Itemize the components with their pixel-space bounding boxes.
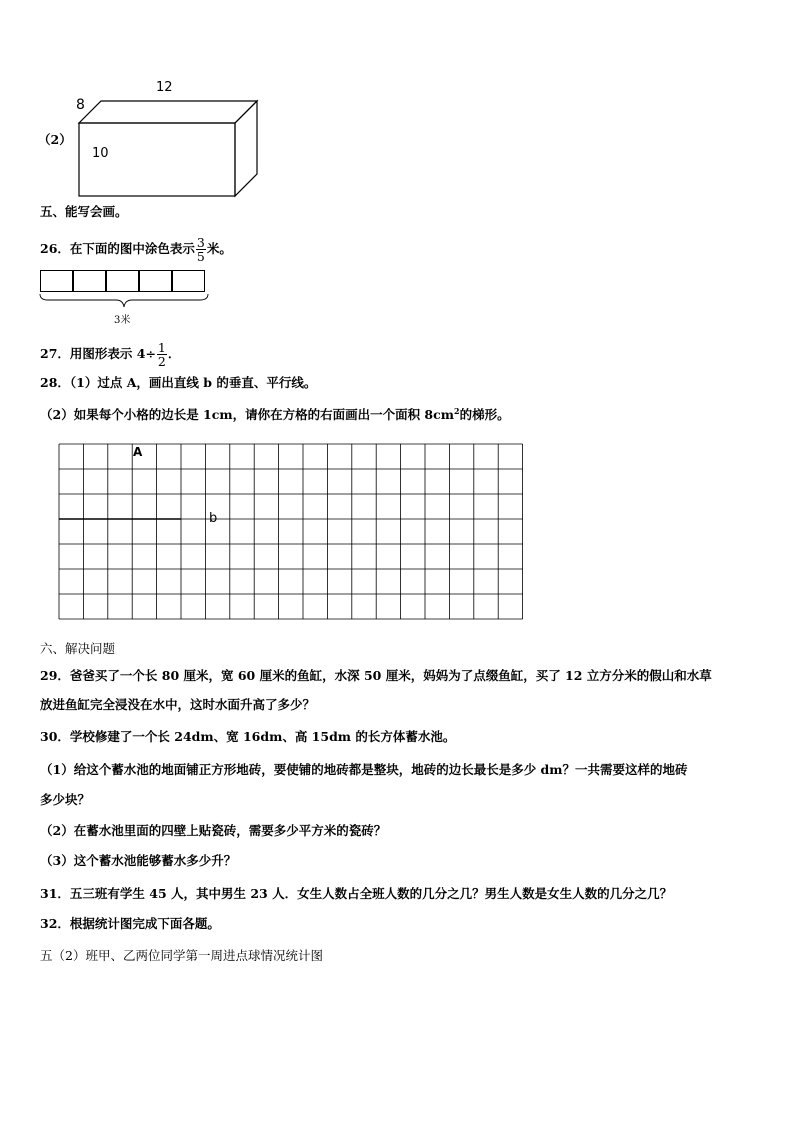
cuboid-height-label: 10 — [92, 146, 109, 161]
q27-frac-den: 2 — [157, 354, 166, 369]
q28-grid-area[interactable] — [58, 443, 528, 623]
cuboid-length-label: 12 — [156, 80, 173, 95]
question-28-part1: 28．（1）过点 A，画出直线 b 的垂直、平行线。 — [40, 375, 317, 390]
line-b-label: b — [209, 511, 218, 526]
question-28-part2 — [40, 407, 510, 423]
cuboid-item-number: （2） — [38, 132, 72, 147]
q27-frac-num: 1 — [157, 340, 166, 355]
question-27 — [40, 341, 180, 368]
q27-suffix: ． — [167, 346, 181, 361]
section-five-title: 五、能写会画。 — [40, 204, 128, 219]
question-31: 31．五三班有学生 45 人，其中男生 23 人．女生人数占全班人数的几分之几？男生人数是女生人数的几分之几？ — [40, 886, 673, 901]
q28-grid[interactable] — [58, 443, 528, 623]
q27-fraction — [157, 341, 167, 368]
point-a-label: A — [133, 445, 143, 459]
question-30-intro: 30．学校修建了一个长 24dm、宽 16dm、高 15dm 的长方体蓄水池。 — [40, 729, 456, 744]
cuboid-figure — [38, 78, 278, 203]
q26-segment[interactable] — [139, 270, 172, 292]
q26-segment[interactable] — [172, 270, 205, 292]
q26-frac-num: 3 — [196, 235, 205, 250]
section-six-title: 六、解决问题 — [40, 641, 116, 656]
q26-fraction — [196, 236, 206, 263]
question-29-line2: 放进鱼缸完全浸没在水中，这时水面升高了多少？ — [40, 697, 316, 712]
question-30-part3: （3）这个蓄水池能够蓄水多少升？ — [40, 853, 237, 868]
question-30-part2: （2）在蓄水池里面的四壁上贴瓷砖，需要多少平方米的瓷砖？ — [40, 823, 387, 838]
question-30-part1-line2: 多少块？ — [40, 792, 91, 807]
q26-brace — [38, 293, 210, 311]
question-29-line1: 29．爸爸买了一个长 80 厘米，宽 60 厘米的鱼缸，水深 50 厘米，妈妈为了点缀鱼缸，买了 12 立方分米的假山和水草 — [40, 668, 712, 683]
q28-line2-pre: （2）如果每个小格的边长是 1cm，请你在方格的右面画出一个面积 8cm — [40, 407, 454, 422]
cuboid-width-label: 8 — [76, 97, 85, 113]
question-26 — [40, 236, 232, 263]
q26-segment[interactable] — [106, 270, 139, 292]
q26-brace-label: 3米 — [114, 315, 131, 326]
q26-frac-den: 5 — [196, 249, 205, 264]
question-30-part1-line1: （1）给这个蓄水池的地面铺正方形地砖，要使铺的地砖都是整块，地砖的边长最长是多少 dm？一共需要这样的地砖 — [40, 762, 688, 777]
q27-prefix: 27．用图形表示 4÷ — [40, 346, 156, 361]
q26-prefix: 26．在下面的图中涂色表示 — [40, 241, 195, 256]
question-32: 32．根据统计图完成下面各题。 — [40, 916, 220, 931]
q26-segment[interactable] — [40, 270, 73, 292]
q26-suffix: 米。 — [206, 241, 232, 256]
q26-segment[interactable] — [73, 270, 106, 292]
chart-title: 五（2）班甲、乙两位同学第一周进点球情况统计图 — [40, 948, 323, 963]
q28-line2-sup: 2 — [453, 405, 460, 416]
cuboid-drawing — [38, 78, 278, 203]
q28-line2-post: 的梯形。 — [459, 407, 510, 422]
